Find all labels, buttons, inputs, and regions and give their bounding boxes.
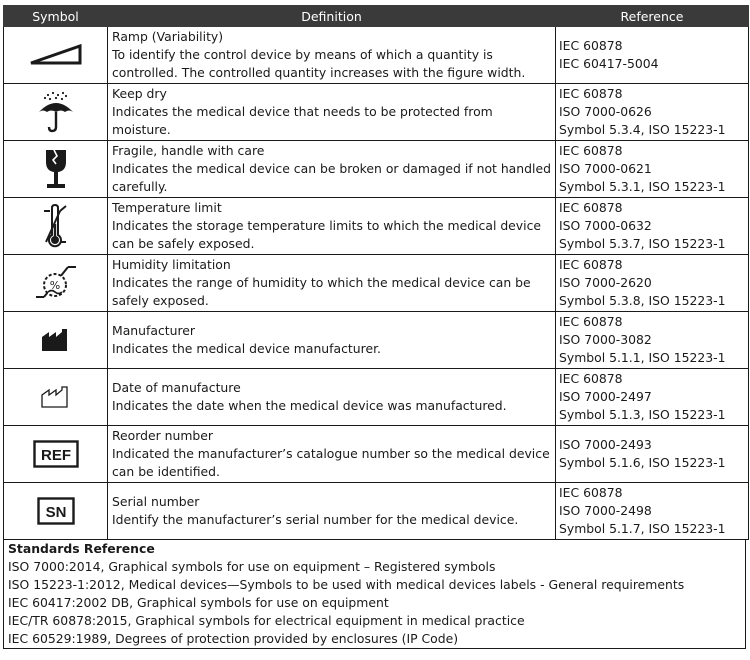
reference-line: IEC 60878 [559,485,623,500]
reference-line: ISO 7000-2493 [559,437,652,452]
humidity-percent-label: % [49,279,60,292]
table-row [4,426,749,483]
reference-cell [556,369,749,426]
reference-line: IEC 60878 [559,371,623,386]
reference-line: ISO 7000-2497 [559,389,652,404]
definition-title: Keep dry [112,86,167,101]
reference-line: IEC 60417-5004 [559,56,659,71]
table-row [4,483,749,540]
standards-heading: Standards Reference [8,541,155,556]
table-row [4,27,749,84]
definition-cell [108,141,556,198]
reference-line: Symbol 5.3.8, ISO 15223-1 [559,293,726,308]
table-row [4,198,749,255]
keep-dry-umbrella-icon [36,90,76,134]
ramp-icon [28,43,84,67]
symbol-cell [4,141,108,198]
reference-cell [556,483,749,540]
definition-title: Temperature limit [112,200,222,215]
table-row [4,255,749,312]
definition-text: Indicates the medical device can be broken or damaged if not handled carefully. [112,161,551,194]
reference-line: IEC 60878 [559,86,623,101]
definition-text: Indicates the range of humidity to which the medical device can be safely exposed. [112,275,531,308]
reference-line: ISO 7000-0621 [559,161,652,176]
date-of-manufacture-icon [40,385,72,409]
reference-line: ISO 7000-0632 [559,218,652,233]
reference-line: IEC 60878 [559,143,623,158]
definition-title: Fragile, handle with care [112,143,265,158]
symbols-document [3,5,748,649]
reference-line: Symbol 5.3.7, ISO 15223-1 [559,236,726,251]
reference-line: IEC 60878 [559,200,623,215]
definition-text: Indicates the storage temperature limits to which the medical device can be safely exposed. [112,218,542,251]
symbol-cell [4,369,108,426]
symbols-table [3,5,749,540]
symbol-cell [4,483,108,540]
definition-cell [108,426,556,483]
reference-line: Symbol 5.1.6, ISO 15223-1 [559,455,726,470]
definition-cell [108,84,556,141]
definition-text: Indicates the medical device that needs to be protected from moisture. [112,104,493,137]
definition-title: Manufacturer [112,323,196,338]
definition-title: Humidity limitation [112,257,231,272]
definition-title: Date of manufacture [112,380,241,395]
symbol-cell [4,312,108,369]
reference-cell [556,84,749,141]
standards-item: ISO 7000:2014, Graphical symbols for use on equipment – Registered symbols [8,559,496,574]
standards-reference [3,540,746,649]
symbol-cell [4,27,108,84]
reference-line: Symbol 5.3.1, ISO 15223-1 [559,179,726,194]
symbol-cell [4,84,108,141]
definition-cell [108,312,556,369]
definition-cell [108,255,556,312]
reference-line: IEC 60878 [559,38,623,53]
definition-text: Identify the manufacturer’s serial number for the medical device. [112,512,519,527]
definition-title: Reorder number [112,428,214,443]
reference-line: Symbol 5.3.4, ISO 15223-1 [559,122,726,137]
reference-cell [556,312,749,369]
table-row [4,84,749,141]
reference-line: ISO 7000-0626 [559,104,652,119]
reference-line: ISO 7000-2620 [559,275,652,290]
symbol-cell [4,255,108,312]
ref-box-icon [33,440,79,468]
definition-cell [108,198,556,255]
reference-line: ISO 7000-3082 [559,332,652,347]
header-reference: Reference [556,6,749,27]
temperature-limit-icon [38,204,74,248]
reference-line: Symbol 5.1.3, ISO 15223-1 [559,407,726,422]
definition-cell [108,27,556,84]
table-row [4,141,749,198]
symbol-cell [4,198,108,255]
reference-cell [556,255,749,312]
definition-text: To identify the control device by means of which a quantity is controlled. The controlled quantity increases with the figure width. [112,47,526,80]
reference-cell [556,426,749,483]
table-header-row [4,6,749,27]
reference-cell [556,198,749,255]
sn-box-icon [37,497,75,525]
standards-item: IEC 60417:2002 DB, Graphical symbols for use on equipment [8,595,389,610]
reference-line: Symbol 5.1.7, ISO 15223-1 [559,521,726,536]
standards-item: ISO 15223-1:2012, Medical devices—Symbols to be used with medical devices labels - General requirements [8,577,685,592]
definition-cell [108,369,556,426]
header-symbol: Symbol [4,6,108,27]
reference-line: Symbol 5.1.1, ISO 15223-1 [559,350,726,365]
sn-box-label: SN [45,504,66,521]
humidity-limitation-icon [34,261,78,305]
reference-cell [556,141,749,198]
standards-item: IEC/TR 60878:2015, Graphical symbols for electrical equipment in medical practice [8,613,525,628]
table-row [4,369,749,426]
fragile-glass-icon [41,148,71,190]
definition-cell [108,483,556,540]
definition-text: Indicates the medical device manufacturer. [112,341,381,356]
manufacturer-factory-icon [41,328,71,352]
reference-line: ISO 7000-2498 [559,503,652,518]
standards-item: IEC 60529:1989, Degrees of protection provided by enclosures (IP Code) [8,631,459,646]
symbol-cell [4,426,108,483]
definition-text: Indicates the date when the medical device was manufactured. [112,398,507,413]
reference-cell [556,27,749,84]
ref-box-label: REF [40,447,71,464]
definition-text: Indicated the manufacturer’s catalogue number so the medical device can be identified. [112,446,550,479]
header-definition: Definition [108,6,556,27]
definition-title: Serial number [112,494,200,509]
definition-title: Ramp (Variability) [112,29,224,44]
reference-line: IEC 60878 [559,257,623,272]
table-row [4,312,749,369]
reference-line: IEC 60878 [559,314,623,329]
